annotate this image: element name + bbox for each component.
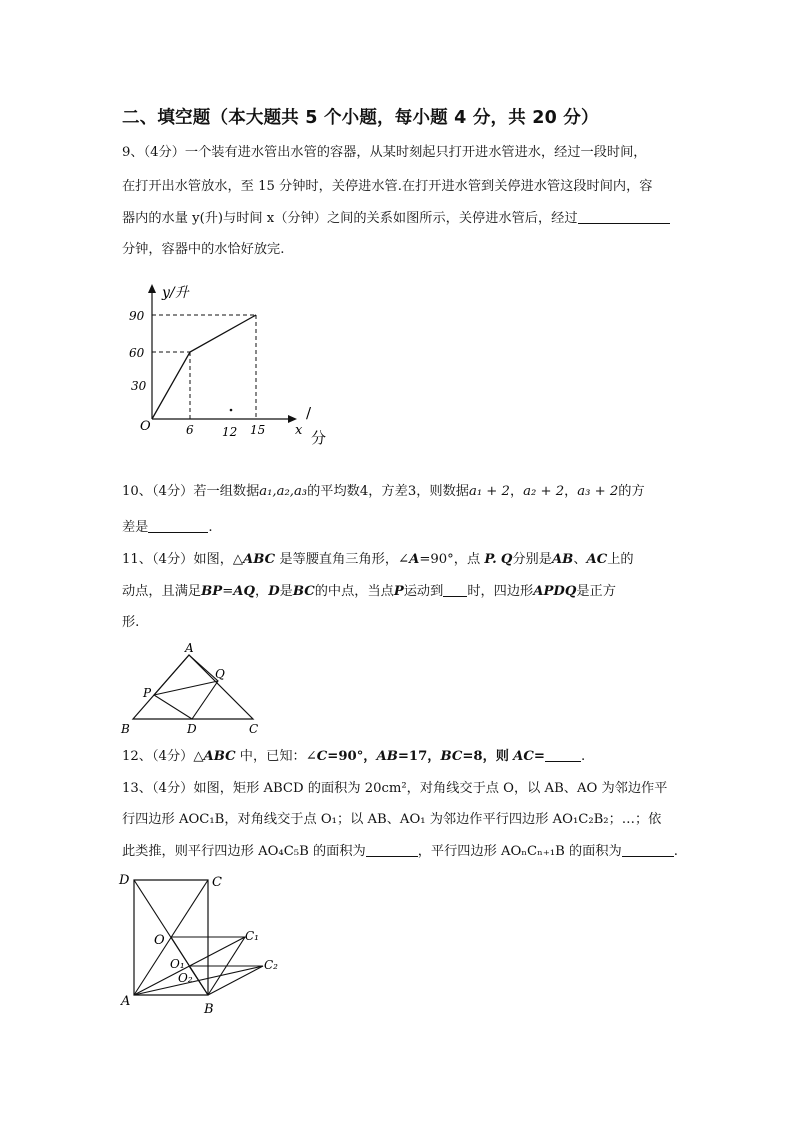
q11-ac: AC — [586, 552, 608, 567]
q12-ab: AB — [376, 749, 398, 764]
y-tick-30: 30 — [131, 379, 147, 393]
q10-answer-blank[interactable] — [148, 518, 208, 533]
q13-answer-blank-2[interactable] — [622, 842, 674, 857]
q10-line-1: 10、（4分）若一组数据a₁,a₂,a₃的平均数4，方差3，则数据a₁ + 2，a₂ + 2，a₃ + 2的方 — [122, 484, 645, 499]
label-d: D — [119, 873, 130, 888]
q11-bc: BC — [292, 584, 315, 599]
q12-end: . — [580, 749, 586, 764]
q11-apdq: APDQ — [533, 584, 577, 599]
q11-answer-blank[interactable] — [443, 582, 467, 597]
q13-line-1: 13、（4分）如图，矩形 ABCD 的面积为 20cm²，对角线交于点 O，以 AB、AO 为邻边作平 — [122, 781, 668, 796]
q10-mean-text: 的平均数 — [307, 484, 360, 499]
q12-c: C — [316, 749, 328, 764]
section-heading: 二、填空题（本大题共 5 个小题，每小题 4 分，共 20 分） — [122, 108, 599, 128]
dot-mark — [230, 409, 233, 412]
q9-water-graph — [129, 278, 342, 450]
label-p: P — [143, 686, 152, 700]
q11-tail: 上的 — [607, 552, 634, 567]
q10-line-2 — [122, 518, 213, 538]
x-tick-15: 15 — [250, 423, 266, 437]
q11-line2-prefix: 动点，且满足 — [122, 584, 202, 599]
q12-prefix: 12、（4分） — [122, 749, 194, 764]
q11-p: P. — [484, 552, 497, 567]
q12-eq90: =90°， — [327, 749, 377, 764]
label-q: Q — [215, 667, 225, 681]
label-c: C — [249, 722, 259, 736]
label-c2: C₂ — [264, 958, 278, 972]
q11-d: D — [268, 584, 280, 599]
q11-line2-mid3: 的中点，当点 — [314, 584, 394, 599]
q11-line-2 — [122, 582, 616, 602]
q10-tail: 的方 — [618, 484, 645, 499]
q11-p2: P — [393, 584, 404, 599]
q12-line — [122, 747, 585, 767]
q9-line-3-text: 器内的水量 y(升)与时间 x（分钟）之间的关系如图所示，关停进水管后，经过 — [122, 211, 578, 226]
q13-line3-end: . — [673, 844, 678, 859]
q10-line-2-suffix: . — [208, 520, 213, 535]
q10-var-value: 3 — [407, 484, 417, 499]
q10-prefix: 10、（4分）若一组数据 — [122, 484, 260, 499]
q11-comma: 、 — [573, 552, 587, 567]
q11-mid: 是等腰直角三角形，∠ — [275, 552, 410, 567]
label-o2: O₂ — [178, 971, 193, 985]
q12-tri: △ABC — [193, 749, 236, 764]
q11-line2-tail: 是正方 — [576, 584, 616, 599]
x-tick-6: 6 — [186, 423, 194, 437]
q12-ab-val: =17， — [397, 749, 441, 764]
q10-mean-value: 4 — [359, 484, 369, 499]
q11-triangle-figure — [115, 641, 275, 738]
y-tick-60: 60 — [129, 346, 145, 360]
q9-line-4: 分钟，容器中的水恰好放完. — [122, 242, 285, 257]
label-d: D — [187, 722, 197, 736]
label-c1: C₁ — [245, 929, 259, 943]
q13-line-3 — [122, 842, 678, 862]
origin-label: O — [140, 419, 151, 434]
label-a: A — [185, 641, 194, 655]
q11-line2-mid: ， — [255, 584, 269, 599]
label-o1: O₁ — [170, 957, 185, 971]
q11-line-1 — [122, 550, 634, 570]
label-b: B — [121, 722, 130, 736]
q11-aq: AQ — [233, 584, 255, 599]
q11-abc: ABC — [243, 552, 276, 567]
q12-bc-val: =8，则 — [462, 749, 509, 764]
q12-bc: BC — [440, 749, 463, 764]
y-axis-label: y/升 — [162, 285, 189, 301]
q11-bp: BP — [201, 584, 223, 599]
label-b: B — [204, 1002, 214, 1017]
q10-var-text: ，方差 — [368, 484, 408, 499]
q10-expr-3: a₃ + 2 — [577, 484, 619, 499]
y-tick-90: 90 — [129, 309, 145, 323]
x-axis-slash: / — [306, 404, 312, 422]
x-axis-unit: 分 — [311, 429, 327, 447]
q10-data-set: a₁,a₂,a₃ — [259, 484, 308, 499]
q12-ac: AC — [513, 749, 534, 764]
quad-apdq — [154, 655, 218, 719]
q11-mid3: 分别是 — [512, 552, 552, 567]
q11-line2-mid5: 时，四边形 — [467, 584, 534, 599]
volume-line — [152, 315, 256, 419]
label-o: O — [154, 933, 165, 948]
q12-ac-eq: = — [533, 749, 545, 764]
label-c: C — [212, 875, 222, 890]
q11-line-3: 形. — [122, 615, 140, 630]
q11-mid2: =90°，点 — [419, 552, 481, 567]
segment-pq — [154, 681, 218, 695]
q9-line-3 — [122, 209, 670, 229]
x-tick-12: 12 — [222, 425, 238, 439]
q10-expr-2: a₂ + 2 — [523, 484, 565, 499]
x-axis-arrow — [288, 415, 297, 423]
q11-q: Q — [500, 552, 513, 567]
y-axis-arrow — [148, 284, 156, 293]
q11-ab: AB — [551, 552, 574, 567]
x-axis-var: x — [295, 423, 303, 438]
q11-prefix: 11、（4分）如图，△ — [122, 552, 244, 567]
q13-answer-blank-1[interactable] — [366, 842, 418, 857]
q10-expr-1: a₁ + 2 — [468, 484, 510, 499]
q11-eq: = — [222, 584, 234, 599]
q11-line2-mid4: 运动到 — [403, 584, 444, 599]
q13-line3-mid: ，平行四边形 AOₙCₙ₊₁B 的面积为 — [417, 844, 622, 859]
q11-line2-mid2: 是 — [279, 584, 293, 599]
q9-line-2: 在打开出水管放水，至 15 分钟时，关停进水管.在打开进水管到关停进水管这段时间内，容 — [122, 179, 653, 194]
q9-answer-blank[interactable] — [578, 209, 670, 224]
q10-line-2-prefix: 差是 — [122, 520, 149, 535]
q12-mid: 中，已知：∠ — [239, 749, 317, 764]
q12-answer-blank[interactable] — [545, 747, 581, 762]
label-a: A — [121, 994, 131, 1009]
q13-rectangle-figure — [115, 868, 290, 1018]
q13-line3-prefix: 此类推，则平行四边形 AO₄C₅B 的面积为 — [122, 844, 366, 859]
q11-angle-a: A — [409, 552, 420, 567]
q9-line-1: 9、（4分）一个装有进水管出水管的容器，从某时刻起只打开进水管进水，经过一段时间， — [122, 145, 647, 160]
q13-line-2: 行四边形 AOC₁B，对角线交于点 O₁；以 AB、AO₁ 为邻边作平行四边形 AO₁C₂B₂；…；依 — [122, 812, 662, 827]
q10-then-text: ，则数据 — [416, 484, 469, 499]
